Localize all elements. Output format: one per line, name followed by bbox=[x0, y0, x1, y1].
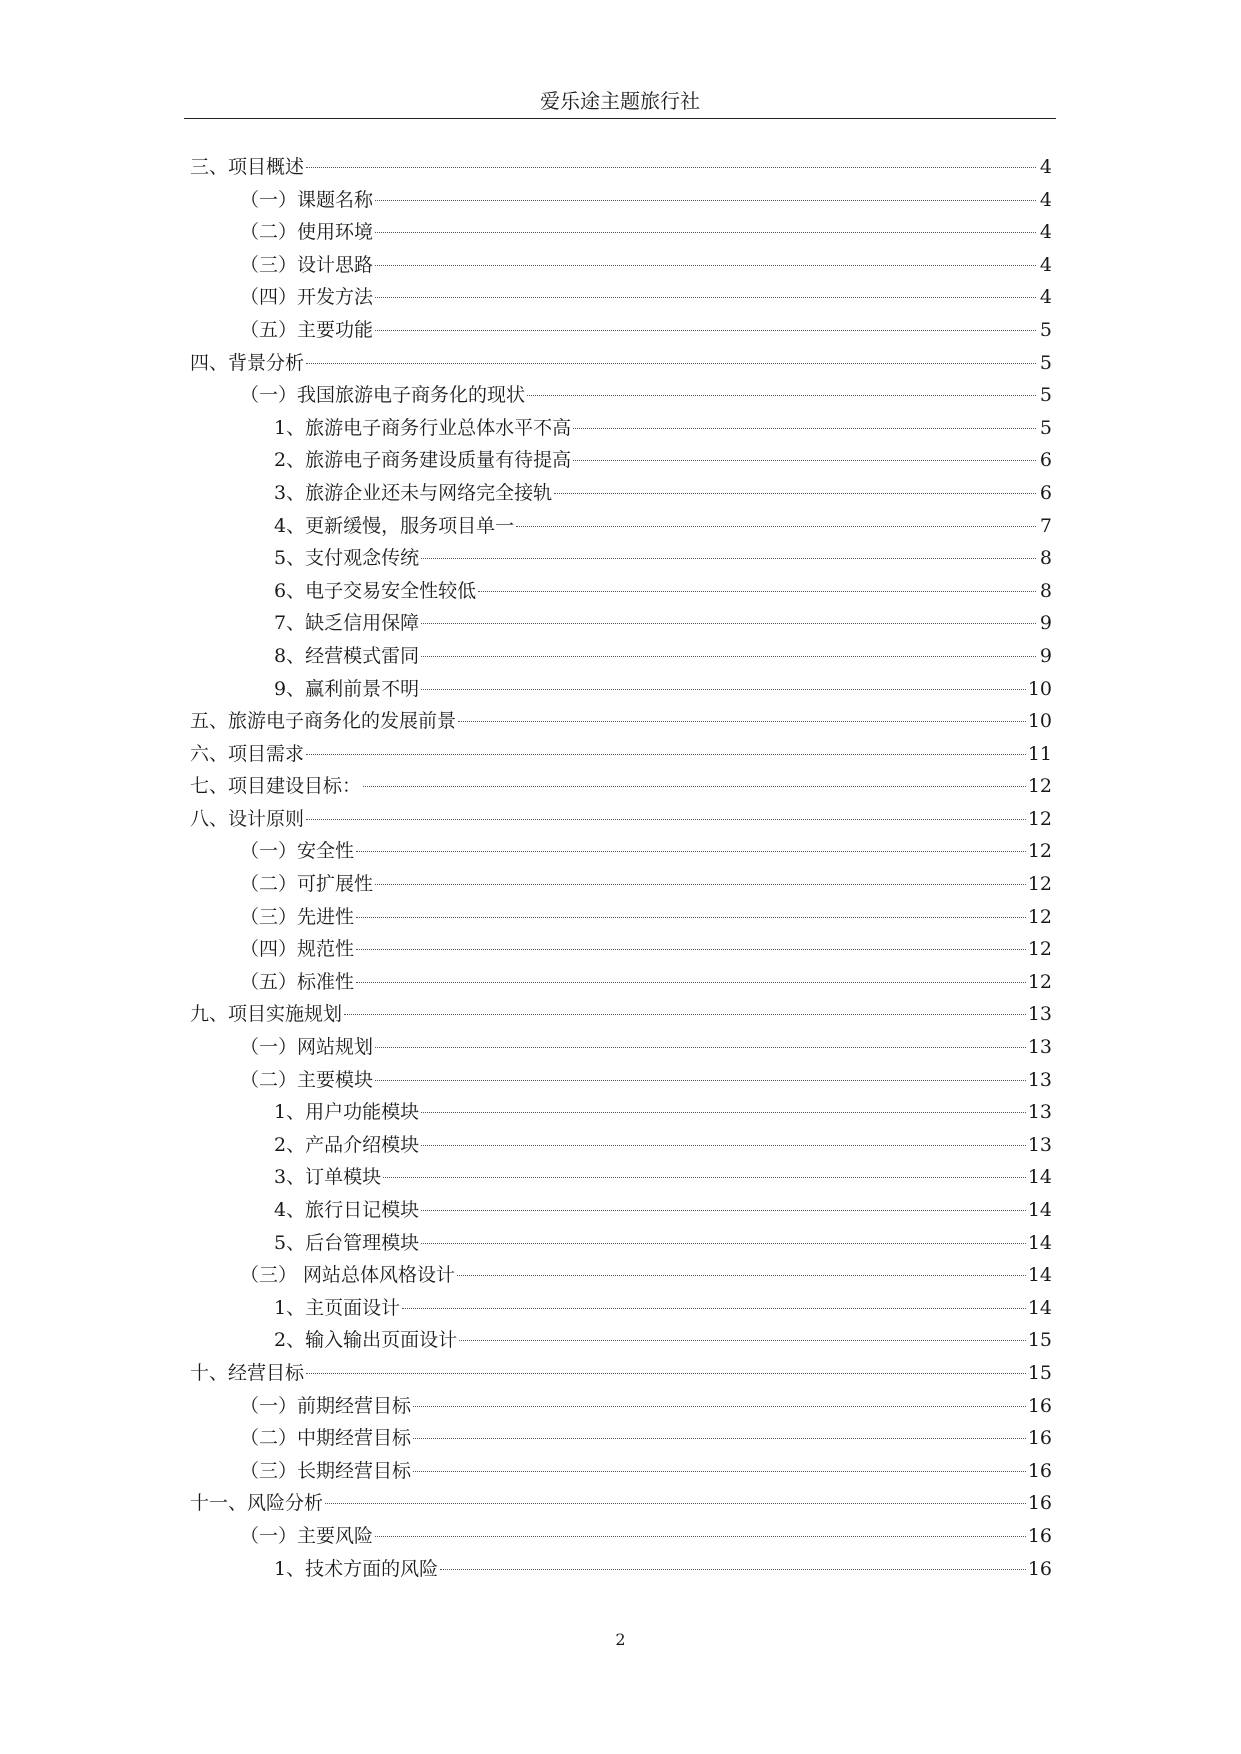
toc-entry[interactable] bbox=[184, 1358, 1056, 1391]
toc-dot-leader bbox=[306, 819, 1026, 820]
toc-entry-title: 3、旅游企业还未与网络完全接轨 bbox=[274, 481, 553, 504]
toc-entry-page: 14 bbox=[1027, 1166, 1052, 1189]
toc-entry-title: （三） 网站总体风格设计 bbox=[240, 1264, 456, 1287]
toc-dot-leader bbox=[421, 1243, 1026, 1244]
toc-entry-page: 13 bbox=[1027, 1036, 1052, 1059]
toc-entry-title: 九、项目实施规划 bbox=[190, 1003, 343, 1026]
toc-entry-page: 8 bbox=[1039, 579, 1052, 602]
toc-entry[interactable] bbox=[184, 348, 1056, 381]
toc-dot-leader bbox=[421, 558, 1036, 559]
toc-dot-leader bbox=[356, 982, 1026, 983]
toc-entry-title: （四）规范性 bbox=[240, 938, 355, 961]
toc-entry-page: 5 bbox=[1039, 318, 1052, 341]
toc-entry-title: 8、经营模式雷同 bbox=[274, 644, 420, 667]
toc-entry-title: 6、电子交易安全性较低 bbox=[274, 579, 477, 602]
toc-dot-leader bbox=[375, 265, 1036, 266]
toc-entry-page: 16 bbox=[1027, 1459, 1052, 1482]
toc-entry-page: 13 bbox=[1027, 1133, 1052, 1156]
toc-entry-title: 1、旅游电子商务行业总体水平不高 bbox=[274, 416, 572, 439]
toc-entry-page: 4 bbox=[1039, 221, 1052, 244]
toc-entry-title: （一）主要风险 bbox=[240, 1524, 374, 1547]
toc-entry-page: 16 bbox=[1027, 1427, 1052, 1450]
toc-dot-leader bbox=[306, 754, 1026, 755]
toc-dot-leader bbox=[356, 949, 1026, 950]
toc-dot-leader bbox=[421, 1112, 1026, 1113]
toc-entry-title: 2、产品介绍模块 bbox=[274, 1133, 420, 1156]
toc-dot-leader bbox=[306, 363, 1036, 364]
toc-entry-title: （三）长期经营目标 bbox=[240, 1459, 412, 1482]
toc-dot-leader bbox=[375, 232, 1036, 233]
toc-dot-leader bbox=[421, 1210, 1026, 1211]
toc-dot-leader bbox=[375, 200, 1036, 201]
toc-entry-title: （一）我国旅游电子商务化的现状 bbox=[240, 384, 526, 407]
toc-entry-page: 13 bbox=[1027, 1003, 1052, 1026]
toc-entry[interactable] bbox=[184, 478, 1056, 511]
toc-entry[interactable] bbox=[184, 869, 1056, 902]
toc-entry[interactable] bbox=[184, 999, 1056, 1032]
toc-entry[interactable] bbox=[184, 1488, 1056, 1521]
toc-entry-page: 12 bbox=[1027, 873, 1052, 896]
toc-entry[interactable] bbox=[184, 576, 1056, 609]
toc-entry[interactable] bbox=[184, 511, 1056, 544]
toc-dot-leader bbox=[413, 1471, 1026, 1472]
toc-entry[interactable] bbox=[184, 967, 1056, 1000]
toc-dot-leader bbox=[421, 1145, 1026, 1146]
toc-entry-title: 五、旅游电子商务化的发展前景 bbox=[190, 710, 457, 733]
toc-entry-title: 十一、风险分析 bbox=[190, 1492, 324, 1515]
toc-entry-title: （一）安全性 bbox=[240, 840, 355, 863]
toc-dot-leader bbox=[421, 656, 1036, 657]
toc-entry-title: 1、技术方面的风险 bbox=[274, 1557, 439, 1580]
toc-entry-page: 9 bbox=[1039, 612, 1052, 635]
toc-dot-leader bbox=[325, 1503, 1026, 1504]
toc-entry-page: 4 bbox=[1039, 188, 1052, 211]
toc-entry-page: 4 bbox=[1039, 286, 1052, 309]
toc-entry[interactable] bbox=[184, 641, 1056, 674]
toc-entry[interactable] bbox=[184, 1391, 1056, 1424]
toc-entry[interactable] bbox=[184, 804, 1056, 837]
toc-dot-leader bbox=[421, 623, 1036, 624]
toc-entry[interactable] bbox=[184, 1260, 1056, 1293]
toc-entry-title: 八、设计原则 bbox=[190, 807, 305, 830]
toc-entry[interactable] bbox=[184, 1554, 1056, 1587]
toc-entry-page: 6 bbox=[1039, 449, 1052, 472]
toc-entry-page: 15 bbox=[1027, 1329, 1052, 1352]
toc-entry-page: 12 bbox=[1027, 970, 1052, 993]
toc-entry-page: 9 bbox=[1039, 644, 1052, 667]
toc-dot-leader bbox=[363, 786, 1026, 787]
toc-entry-page: 16 bbox=[1027, 1557, 1052, 1580]
toc-entry-title: 5、后台管理模块 bbox=[274, 1231, 420, 1254]
toc-entry-page: 16 bbox=[1027, 1394, 1052, 1417]
toc-entry[interactable] bbox=[184, 217, 1056, 250]
toc-entry-page: 4 bbox=[1039, 156, 1052, 178]
toc-entry[interactable] bbox=[184, 250, 1056, 283]
toc-entry[interactable] bbox=[184, 1097, 1056, 1130]
toc-entry[interactable] bbox=[184, 1130, 1056, 1163]
toc-dot-leader bbox=[478, 591, 1036, 592]
toc-entry-title: 4、更新缓慢，服务项目单一 bbox=[274, 514, 515, 537]
toc-entry-title: 5、支付观念传统 bbox=[274, 547, 420, 570]
toc-entry[interactable] bbox=[184, 674, 1056, 707]
toc-entry-title: 1、用户功能模块 bbox=[274, 1101, 420, 1124]
toc-entry-title: （三）设计思路 bbox=[240, 253, 374, 276]
toc-entry[interactable] bbox=[184, 1456, 1056, 1489]
toc-entry-page: 6 bbox=[1039, 481, 1052, 504]
toc-entry-page: 14 bbox=[1027, 1199, 1052, 1221]
toc-dot-leader bbox=[402, 1308, 1026, 1309]
toc-entry[interactable] bbox=[184, 185, 1056, 218]
toc-entry-title: （二）可扩展性 bbox=[240, 873, 374, 896]
toc-entry[interactable] bbox=[184, 836, 1056, 869]
toc-entry-title: 7、缺乏信用保障 bbox=[274, 612, 420, 635]
toc-dot-leader bbox=[375, 1080, 1026, 1081]
toc-entry[interactable] bbox=[184, 1521, 1056, 1554]
toc-dot-leader bbox=[356, 851, 1026, 852]
toc-entry-page: 10 bbox=[1027, 710, 1052, 733]
toc-dot-leader bbox=[306, 167, 1036, 168]
toc-dot-leader bbox=[306, 1373, 1026, 1374]
toc-entry[interactable] bbox=[184, 771, 1056, 804]
toc-dot-leader bbox=[375, 1047, 1026, 1048]
toc-entry[interactable] bbox=[184, 1228, 1056, 1261]
toc-dot-leader bbox=[440, 1569, 1026, 1570]
toc-entry-page: 13 bbox=[1027, 1068, 1052, 1091]
page-header-title: 爱乐途主题旅行社 bbox=[540, 89, 700, 113]
toc-entry[interactable] bbox=[184, 1195, 1056, 1228]
toc-entry[interactable] bbox=[184, 1325, 1056, 1358]
toc-entry-title: （二）主要模块 bbox=[240, 1068, 374, 1091]
toc-entry-page: 12 bbox=[1027, 840, 1052, 863]
toc-entry[interactable] bbox=[184, 1162, 1056, 1195]
toc-entry-page: 5 bbox=[1039, 384, 1052, 407]
toc-dot-leader bbox=[413, 1406, 1026, 1407]
toc-entry[interactable] bbox=[184, 152, 1056, 185]
toc-dot-leader bbox=[375, 297, 1036, 298]
toc-dot-leader bbox=[457, 1275, 1026, 1276]
toc-entry[interactable] bbox=[184, 1423, 1056, 1456]
toc-entry-page: 12 bbox=[1027, 938, 1052, 961]
toc-entry-page: 16 bbox=[1027, 1524, 1052, 1547]
toc-entry-page: 15 bbox=[1027, 1361, 1052, 1384]
toc-entry-page: 10 bbox=[1027, 677, 1052, 700]
toc-entry-title: 9、赢利前景不明 bbox=[274, 677, 420, 700]
toc-entry-page: 12 bbox=[1027, 905, 1052, 928]
toc-dot-leader bbox=[375, 330, 1036, 331]
toc-entry-title: （一）课题名称 bbox=[240, 188, 374, 211]
toc-entry[interactable] bbox=[184, 706, 1056, 739]
toc-entry[interactable] bbox=[184, 902, 1056, 935]
toc-entry-title: （四）开发方法 bbox=[240, 286, 374, 309]
toc-entry-page: 14 bbox=[1027, 1231, 1052, 1254]
toc-entry[interactable] bbox=[184, 543, 1056, 576]
toc-entry-page: 12 bbox=[1027, 775, 1052, 798]
toc-entry-title: 2、旅游电子商务建设质量有待提高 bbox=[274, 449, 572, 472]
toc-entry-title: （一）网站规划 bbox=[240, 1036, 374, 1059]
toc-entry[interactable] bbox=[184, 282, 1056, 315]
toc-entry[interactable] bbox=[184, 739, 1056, 772]
toc-entry[interactable] bbox=[184, 413, 1056, 446]
toc-entry-page: 5 bbox=[1039, 416, 1052, 439]
toc-entry[interactable] bbox=[184, 1065, 1056, 1098]
toc-entry-page: 11 bbox=[1027, 742, 1052, 765]
toc-entry-title: 三、项目概述 bbox=[190, 156, 305, 178]
toc-entry-page: 14 bbox=[1027, 1296, 1052, 1319]
toc-entry-page: 16 bbox=[1027, 1492, 1052, 1515]
toc-entry-title: （五）标准性 bbox=[240, 970, 355, 993]
toc-entry-page: 5 bbox=[1039, 351, 1052, 374]
toc-entry[interactable] bbox=[184, 315, 1056, 348]
toc-dot-leader bbox=[459, 1340, 1026, 1341]
toc-entry-title: （三）先进性 bbox=[240, 905, 355, 928]
toc-dot-leader bbox=[356, 917, 1026, 918]
header-divider bbox=[184, 118, 1056, 119]
toc-entry-page: 12 bbox=[1027, 807, 1052, 830]
toc-dot-leader bbox=[383, 1177, 1026, 1178]
table-of-contents bbox=[184, 152, 1056, 1586]
toc-dot-leader bbox=[554, 493, 1036, 494]
toc-dot-leader bbox=[421, 689, 1026, 690]
toc-dot-leader bbox=[344, 1014, 1026, 1015]
toc-entry[interactable] bbox=[184, 445, 1056, 478]
toc-dot-leader bbox=[375, 884, 1026, 885]
page-number: 2 bbox=[615, 1630, 626, 1649]
toc-entry-title: （一）前期经营目标 bbox=[240, 1394, 412, 1417]
toc-entry[interactable] bbox=[184, 608, 1056, 641]
toc-entry-page: 7 bbox=[1039, 514, 1052, 537]
toc-entry[interactable] bbox=[184, 1293, 1056, 1326]
toc-entry-title: 4、旅行日记模块 bbox=[274, 1199, 420, 1221]
toc-entry-page: 4 bbox=[1039, 253, 1052, 276]
toc-entry-title: 七、项目建设目标： bbox=[190, 775, 362, 798]
toc-entry-title: （二）使用环境 bbox=[240, 221, 374, 244]
toc-entry-title: 十、经营目标 bbox=[190, 1361, 305, 1384]
toc-dot-leader bbox=[516, 526, 1036, 527]
toc-entry[interactable] bbox=[184, 380, 1056, 413]
toc-entry-title: （五）主要功能 bbox=[240, 318, 374, 341]
toc-entry-page: 13 bbox=[1027, 1101, 1052, 1124]
toc-dot-leader bbox=[413, 1438, 1026, 1439]
toc-entry-title: 3、订单模块 bbox=[274, 1166, 382, 1189]
toc-dot-leader bbox=[458, 721, 1026, 722]
toc-entry-title: （二）中期经营目标 bbox=[240, 1427, 412, 1450]
toc-dot-leader bbox=[573, 460, 1036, 461]
toc-entry-title: 1、主页面设计 bbox=[274, 1296, 401, 1319]
toc-entry[interactable] bbox=[184, 934, 1056, 967]
toc-entry-title: 2、输入输出页面设计 bbox=[274, 1329, 458, 1352]
toc-entry-page: 8 bbox=[1039, 547, 1052, 570]
toc-entry[interactable] bbox=[184, 1032, 1056, 1065]
toc-dot-leader bbox=[573, 428, 1036, 429]
toc-dot-leader bbox=[375, 1536, 1026, 1537]
toc-entry-title: 四、背景分析 bbox=[190, 351, 305, 374]
toc-dot-leader bbox=[527, 395, 1036, 396]
toc-entry-page: 14 bbox=[1027, 1264, 1052, 1287]
toc-entry-title: 六、项目需求 bbox=[190, 742, 305, 765]
